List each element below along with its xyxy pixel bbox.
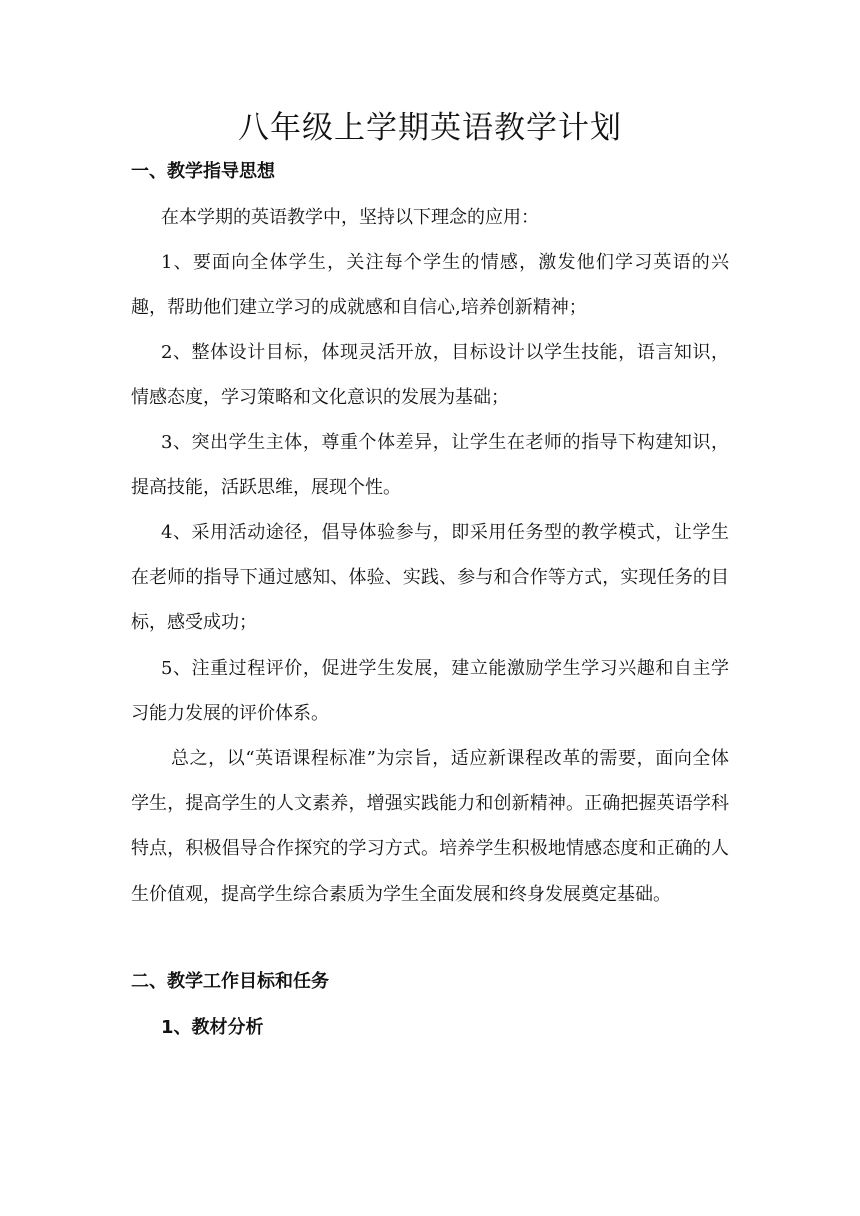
- principle-item-3: 3、突出学生主体，尊重个体差异，让学生在老师的指导下构建知识，提高技能，活跃思维，展现个性。: [131, 432, 729, 499]
- section-intro-paragraph: 在本学期的英语教学中，坚持以下理念的应用：: [161, 207, 539, 228]
- section-heading-goals-and-tasks: 二、教学工作目标和任务: [131, 971, 329, 992]
- summary-paragraph: 总之，以“英语课程标准”为宗旨，适应新课程改革的需要，面向全体学生，提高学生的人文素养，增强实践能力和创新精神。正确把握英语学科特点，积极倡导合作探究的学习方式。培养学生积极地情感态度和正确的人生价值观，提高学生综合素质为学生全面发展和终身发展奠定基础。: [131, 748, 729, 905]
- principle-item-1: 1、要面向全体学生，关注每个学生的情感，激发他们学习英语的兴趣，帮助他们建立学习的成就感和自信心,培养创新精神；: [131, 252, 729, 319]
- subsection-heading-textbook-analysis: 1、教材分析: [161, 1017, 264, 1038]
- principle-item-2: 2、整体设计目标，体现灵活开放，目标设计以学生技能，语言知识，情感态度，学习策略和文化意识的发展为基础；: [131, 342, 729, 409]
- document-title: 八年级上学期英语教学计划: [238, 110, 622, 146]
- principle-item-4: 4、采用活动途径，倡导体验参与，即采用任务型的教学模式，让学生在老师的指导下通过感知、体验、实践、参与和合作等方式，实现任务的目标，感受成功；: [131, 522, 729, 634]
- section-heading-guiding-ideology: 一、教学指导思想: [131, 161, 275, 182]
- principle-item-5: 5、注重过程评价，促进学生发展，建立能激励学生学习兴趣和自主学习能力发展的评价体系。: [131, 658, 729, 725]
